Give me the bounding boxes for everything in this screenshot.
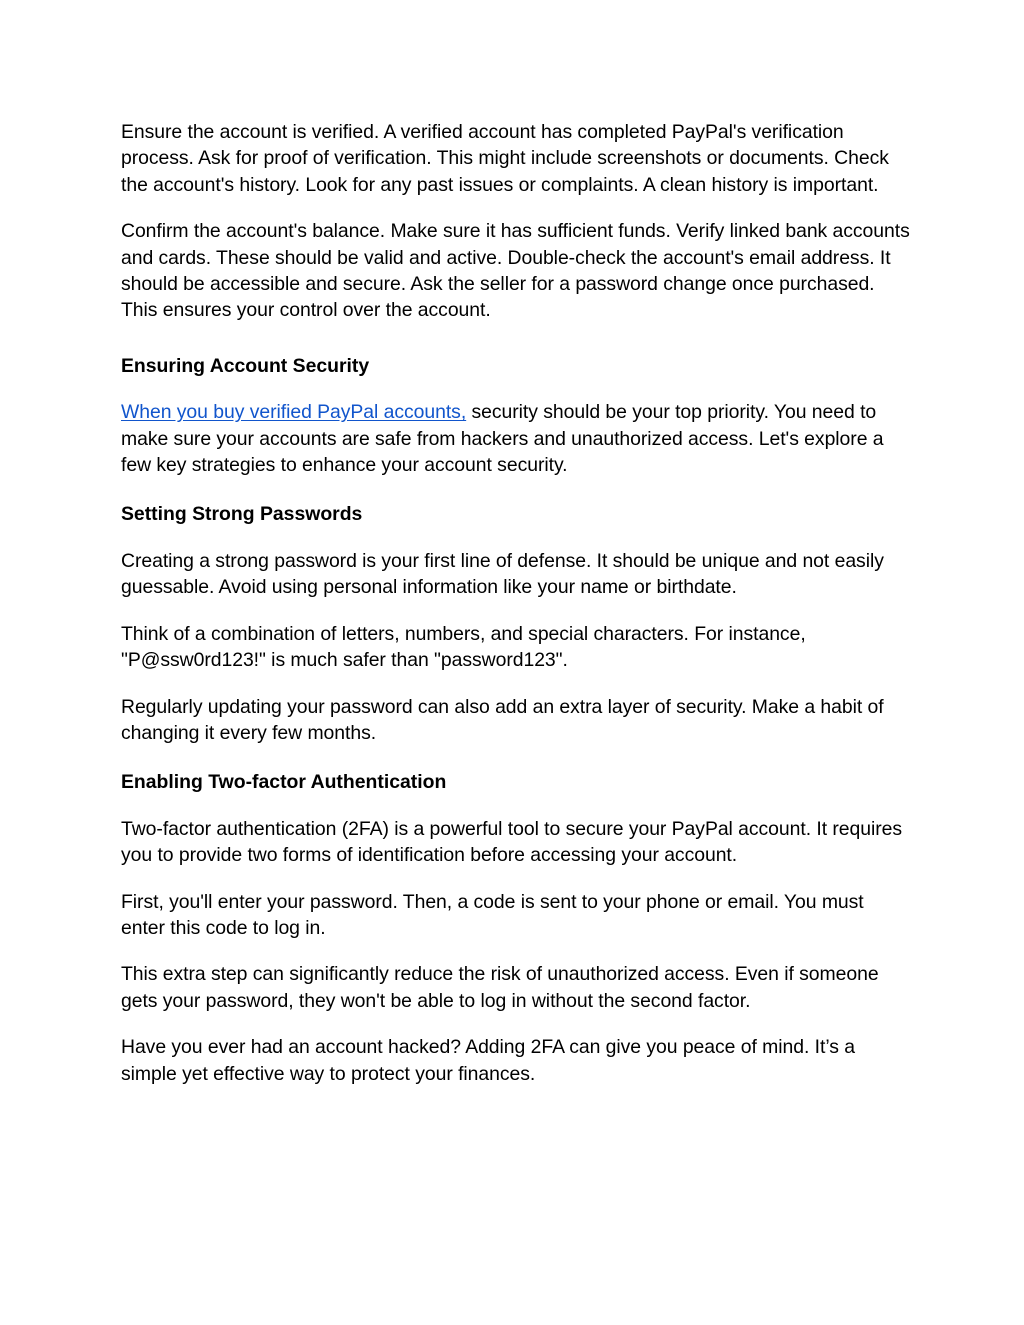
heading-enabling-2fa: Enabling Two-factor Authentication <box>121 771 447 794</box>
paragraph-strong-password: Creating a strong password is your first line of defense. It should be unique and not easily guessable. Avoid using personal information like your name or birthdate. <box>121 549 884 599</box>
paragraph-password-updating: Regularly updating your password can also add an extra layer of security. Make a habit of changing it every few months. <box>121 695 884 744</box>
paragraph-security-intro-text: security should be your top priority. You need to make sure your accounts are safe from hackers and unauthorized access. Let's explore a few key strategies to enhance your account security. <box>121 401 884 477</box>
paragraph-password-combination: Think of a combination of letters, numbers, and special characters. For instance, "P@ssw0rd123!" is much safer than "password123". <box>121 622 806 672</box>
paragraph-verification: Ensure the account is verified. A verified account has completed PayPal's verification process. Ask for proof of verification. This might include screenshots or documents. Check the account's history. Look for any past issues or complaints. A clean history is important. <box>121 121 889 196</box>
paragraph-2fa-intro: Two-factor authentication (2FA) is a powerful tool to secure your PayPal account. It requires you to provide two forms of identification before accessing your account. <box>121 817 903 867</box>
paragraph-2fa-closing: Have you ever had an account hacked? Adding 2FA can give you peace of mind. It’s a simple yet effective way to protect your finances. <box>121 1036 855 1085</box>
paragraph-balance: Confirm the account's balance. Make sure it has sufficient funds. Verify linked bank accounts and cards. These should be valid and active. Double-check the account's email address. It should be accessible and secure. Ask the seller for a password change once purchased. This ensures your control over the account. <box>121 220 910 322</box>
paragraph-2fa-benefit: This extra step can significantly reduce the risk of unauthorized access. Even if someone gets your password, they won't be able to log in without the second factor. <box>121 963 879 1012</box>
paragraph-security-intro <box>121 399 911 478</box>
heading-setting-strong-passwords: Setting Strong Passwords <box>121 503 363 526</box>
document-page <box>121 119 911 1087</box>
heading-ensuring-account-security: Ensuring Account Security <box>121 354 370 377</box>
paragraph-2fa-steps: First, you'll enter your password. Then, a code is sent to your phone or email. You must enter this code to log in. <box>121 890 864 939</box>
buy-verified-paypal-link[interactable]: When you buy verified PayPal accounts, <box>121 401 467 424</box>
